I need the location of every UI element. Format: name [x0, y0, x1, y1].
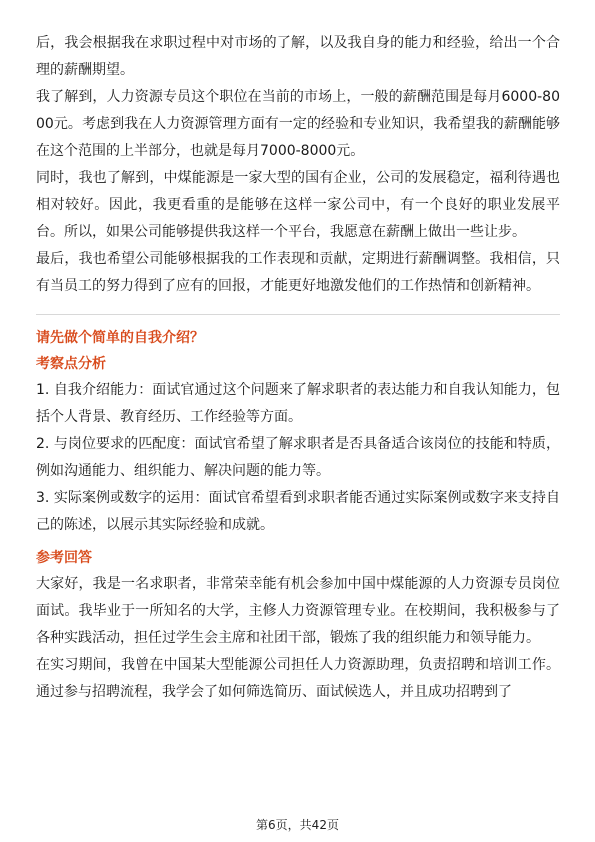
interview-question: 请先做个简单的自我介绍？	[36, 330, 204, 346]
answer-heading: 参考回答	[36, 550, 92, 566]
body-paragraph: 最后，我也希望公司能够根据我的工作表现和贡献，定期进行薪酬调整。我相信，只有当员工的努力得到了应有的回报，才能更好地激发他们的工作热情和创新精神。	[36, 251, 560, 294]
analysis-item: 3. 实际案例或数字的运用：面试官希望看到求职者能否通过实际案例或数字来支持自己的陈述，以展示其实际经验和成就。	[36, 490, 560, 533]
body-paragraph: 后，我会根据我在求职过程中对市场的了解，以及我自身的能力和经验，给出一个合理的薪酬期望。	[36, 35, 560, 78]
analysis-item: 1. 自我介绍能力：面试官通过这个问题来了解求职者的表达能力和自我认知能力，包括个人背景、教育经历、工作经验等方面。	[36, 382, 560, 425]
page-footer: 第6页，共42页	[256, 818, 339, 832]
section-divider	[36, 314, 560, 315]
analysis-item: 2. 与岗位要求的匹配度：面试官希望了解求职者是否具备适合该岗位的技能和特质，例如沟通能力、组织能力、解决问题的能力等。	[36, 436, 560, 479]
body-paragraph: 同时，我也了解到，中煤能源是一家大型的国有企业，公司的发展稳定，福利待遇也相对较好。因此，我更看重的是能够在这样一家公司中，有一个良好的职业发展平台。所以，如果公司能够提供我这样一个平台，我愿意在薪酬上做出一些让步。	[36, 170, 560, 240]
document-page	[36, 30, 560, 706]
answer-paragraph: 大家好，我是一名求职者，非常荣幸能有机会参加中国中煤能源的人力资源专员岗位面试。我毕业于一所知名的大学，主修人力资源管理专业。在校期间，我积极参与了各种实践活动，担任过学生会主席和社团干部，锻炼了我的组织能力和领导能力。	[36, 576, 560, 646]
analysis-heading: 考察点分析	[36, 356, 106, 372]
answer-paragraph: 在实习期间，我曾在中国某大型能源公司担任人力资源助理，负责招聘和培训工作。通过参与招聘流程，我学会了如何筛选简历、面试候选人，并且成功招聘到了	[36, 657, 560, 700]
body-paragraph: 我了解到，人力资源专员这个职位在当前的市场上，一般的薪酬范围是每月6000-8000元。考虑到我在人力资源管理方面有一定的经验和专业知识，我希望我的薪酬能够在这个范围的上半部分，也就是每月7000-8000元。	[36, 89, 560, 159]
